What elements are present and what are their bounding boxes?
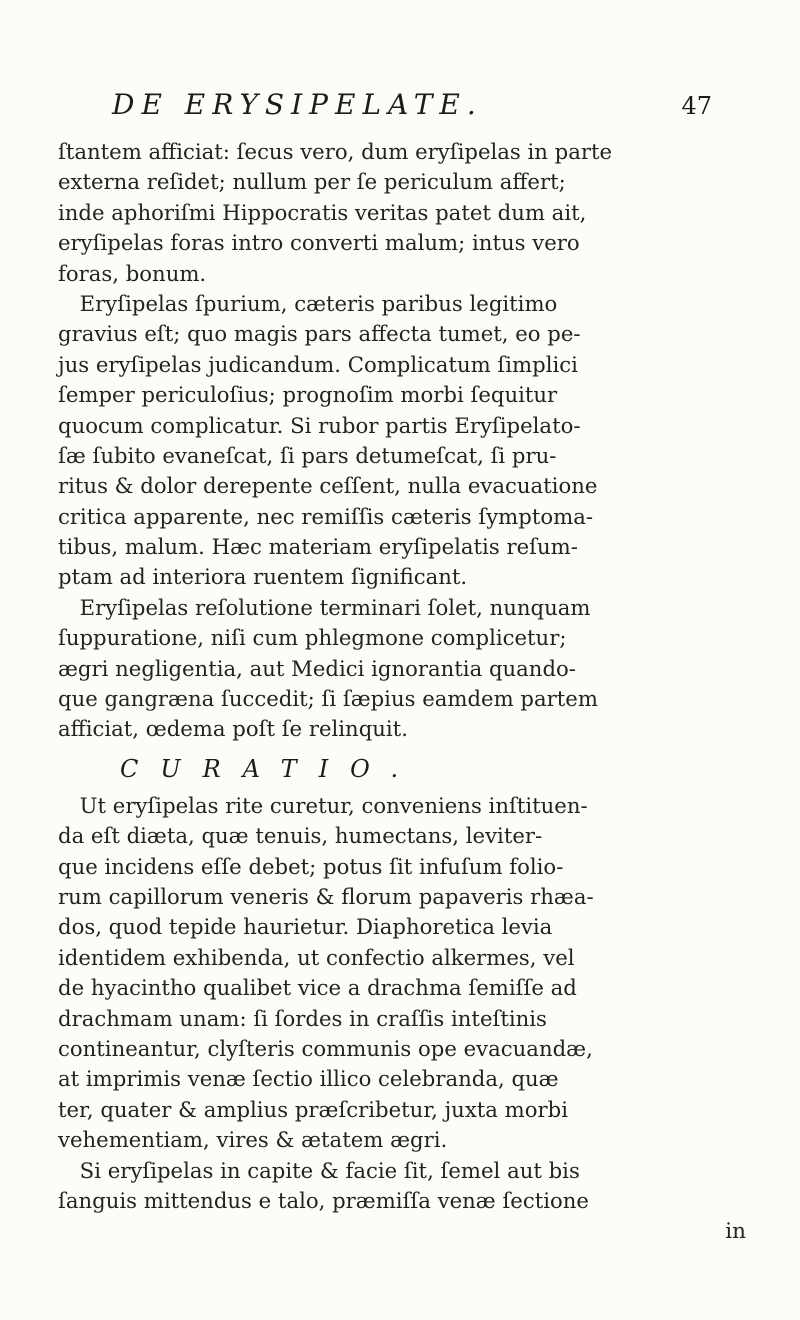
running-head [112,88,732,128]
text-line: externa reſidet; nullum per ſe periculum affert; [58,170,566,196]
body-text [58,138,758,1248]
text-line: contineantur, clyſteris communis ope evacuandæ, [58,1036,593,1062]
paragraph-2 [58,290,758,594]
text-line: ſanguis mittendus e talo, præmiſſa venæ ſectione [58,1188,589,1214]
text-line: afficiat, œdema poſt ſe relinquit. [58,717,408,743]
running-title: DE ERYSIPELATE. [112,88,483,121]
paragraph-5 [58,1157,758,1218]
text-line: vehementiam, vires & ætatem ægri. [58,1128,448,1154]
text-line: eryſipelas foras intro converti malum; intus vero [58,231,580,257]
text-line: ſæ ſubito evaneſcat, ſi pars detumeſcat, ſi pru- [58,443,557,469]
catchword: in [725,1219,746,1245]
text-line: de hyacintho qualibet vice a drachma ſemiſſe ad [58,976,577,1002]
text-line: da eſt diæta, quæ tenuis, humectans, leviter- [58,824,543,850]
text-line: ſtantem afficiat: ſecus vero, dum eryſipelas in parte [58,140,613,165]
paragraph-1 [58,138,758,290]
text-line: at imprimis venæ ſectio illico celebranda, quæ [58,1067,559,1093]
text-line: dos, quod tepide haurietur. Diaphoretica levia [58,915,553,941]
text-line: que gangræna ſuccedit; ſi ſæpius eamdem partem [58,687,598,713]
text-line: Ut eryſipelas rite curetur, conveniens inſtituen- [79,793,588,819]
text-line: drachmam unam: ſi ſordes in craſſis inteſtinis [58,1006,547,1032]
section-heading: CURATIO. [120,754,421,783]
text-line: Eryſipelas reſolutione terminari ſolet, nunquam [79,595,591,621]
paragraph-3 [58,594,758,746]
text-line: identidem exhibenda, ut confectio alkermes, vel [58,945,575,971]
text-line: critica apparente, nec remiſſis cæteris ſymptoma- [58,504,594,530]
text-line: jus eryſipelas judicandum. Complicatum ſimplici [58,352,578,378]
text-line: ægri negligentia, aut Medici ignorantia quando- [58,656,576,682]
text-line: Eryſipelas ſpurium, cæteris paribus legitimo [79,291,558,317]
text-line: ptam ad interiora ruentem ſignificant. [58,565,468,591]
paragraph-4 [58,792,758,1157]
text-line: Si eryſipelas in capite & facie ſit, ſemel aut bis [79,1158,580,1184]
text-line: inde aphoriſmi Hippocratis veritas patet dum ait, [58,200,587,226]
text-line: foras, bonum. [58,261,207,287]
text-line: ſemper periculoſius; prognoſim morbi ſequitur [58,383,558,409]
text-line: ter, quater & amplius præſcribetur, juxta morbi [58,1097,569,1123]
text-line: rum capillorum veneris & florum papaveris rhæa- [58,884,594,910]
text-line: ritus & dolor derepente ceſſent, nulla evacuatione [58,474,598,500]
page-number: 47 [681,92,712,120]
text-line: ſuppuratione, niſi cum phlegmone complicetur; [58,626,567,652]
text-line: que incidens eſſe debet; potus ſit infuſum folio- [58,854,564,880]
text-line: tibus, malum. Hæc materiam eryſipelatis reſum- [58,535,578,561]
text-line: quocum complicatur. Si rubor partis Eryſipelato- [58,413,581,439]
text-line: gravius eſt; quo magis pars affecta tumet, eo pe- [58,322,581,348]
